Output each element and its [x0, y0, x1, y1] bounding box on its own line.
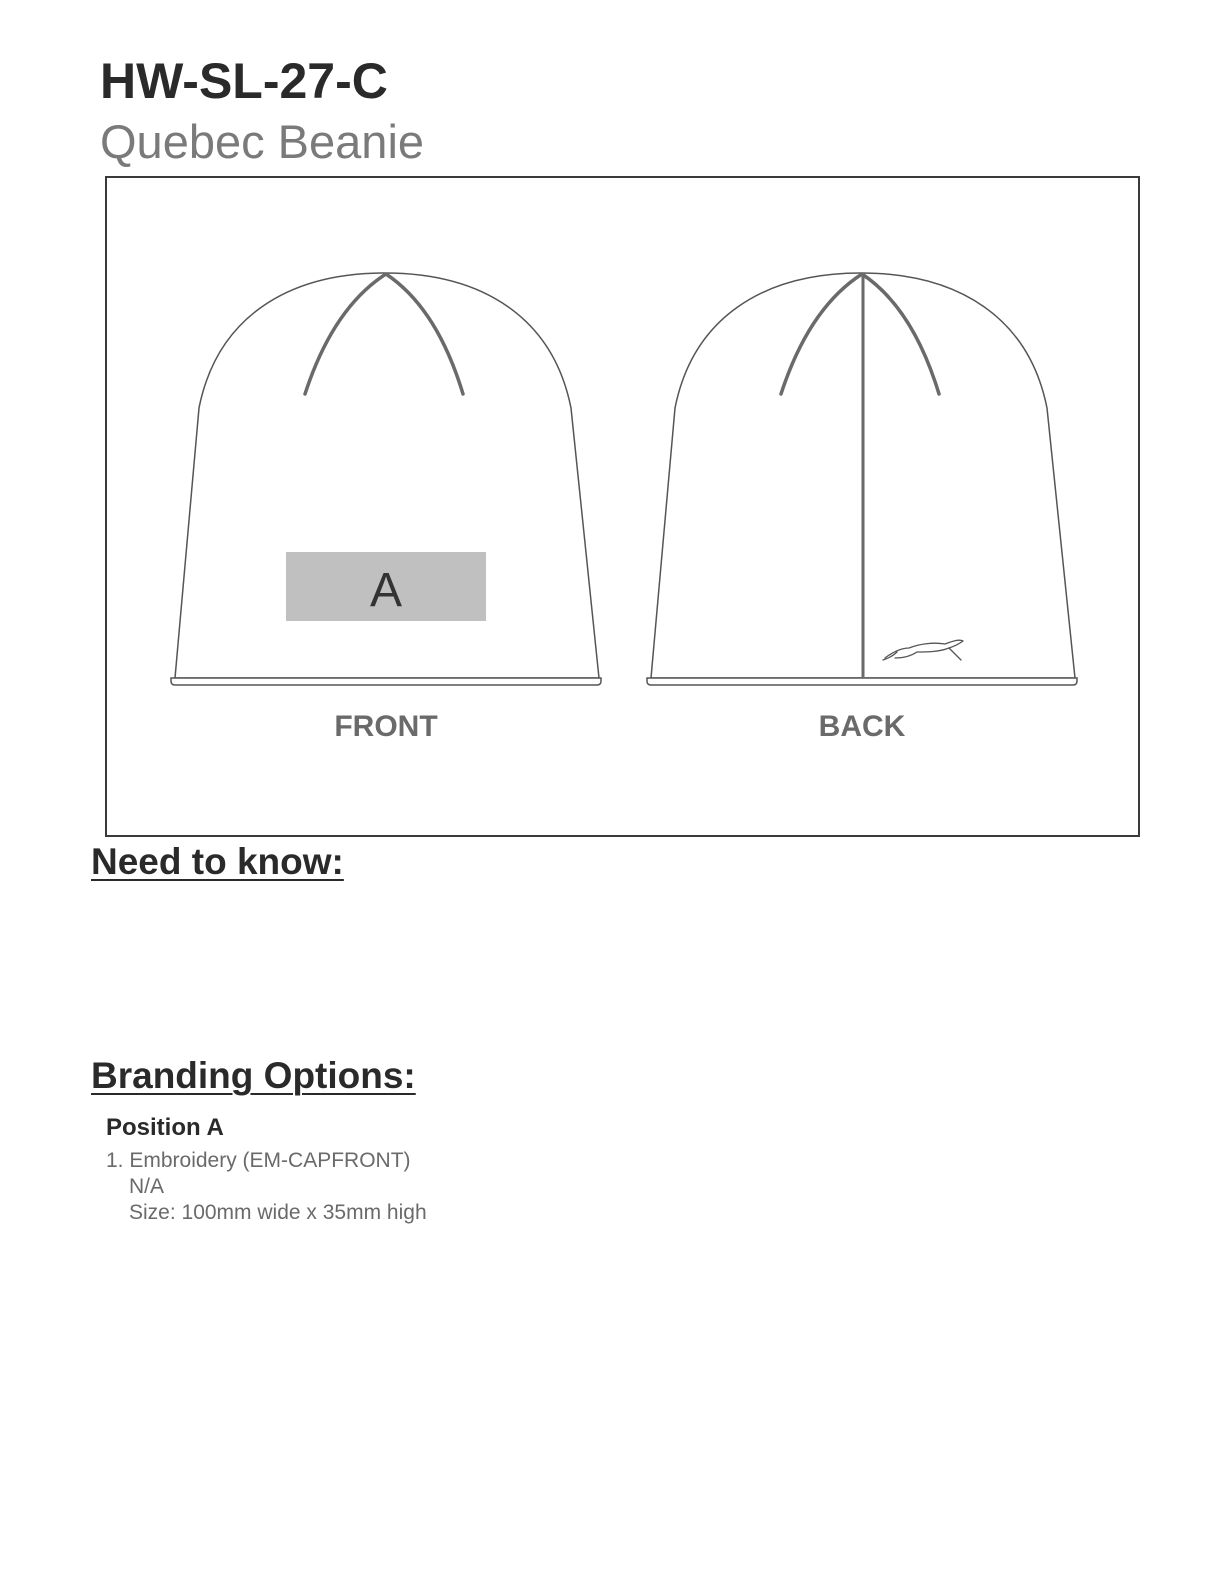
branding-option-list — [106, 1148, 427, 1226]
back-view-label: BACK — [818, 710, 906, 743]
branding-option-size: Size: 100mm wide x 35mm high — [129, 1201, 427, 1224]
branding-options-heading: Branding Options: — [91, 1055, 416, 1096]
beanie-illustration — [107, 178, 1138, 835]
branding-option-method: 1. Embroidery (EM-CAPFRONT) — [106, 1149, 411, 1172]
need-to-know-heading: Need to know: — [91, 841, 344, 882]
front-beanie-band — [171, 678, 601, 685]
branding-option-detail: N/A — [129, 1175, 165, 1198]
back-view — [647, 273, 1077, 685]
position-marker-a: A — [369, 564, 403, 617]
position-a-title: Position A — [106, 1114, 224, 1141]
back-beanie-band — [647, 678, 1077, 685]
product-code: HW-SL-27-C — [100, 53, 388, 109]
illustration-frame — [105, 176, 1140, 837]
front-view-label: FRONT — [334, 710, 438, 743]
product-name: Quebec Beanie — [100, 115, 425, 168]
front-view — [171, 273, 601, 685]
